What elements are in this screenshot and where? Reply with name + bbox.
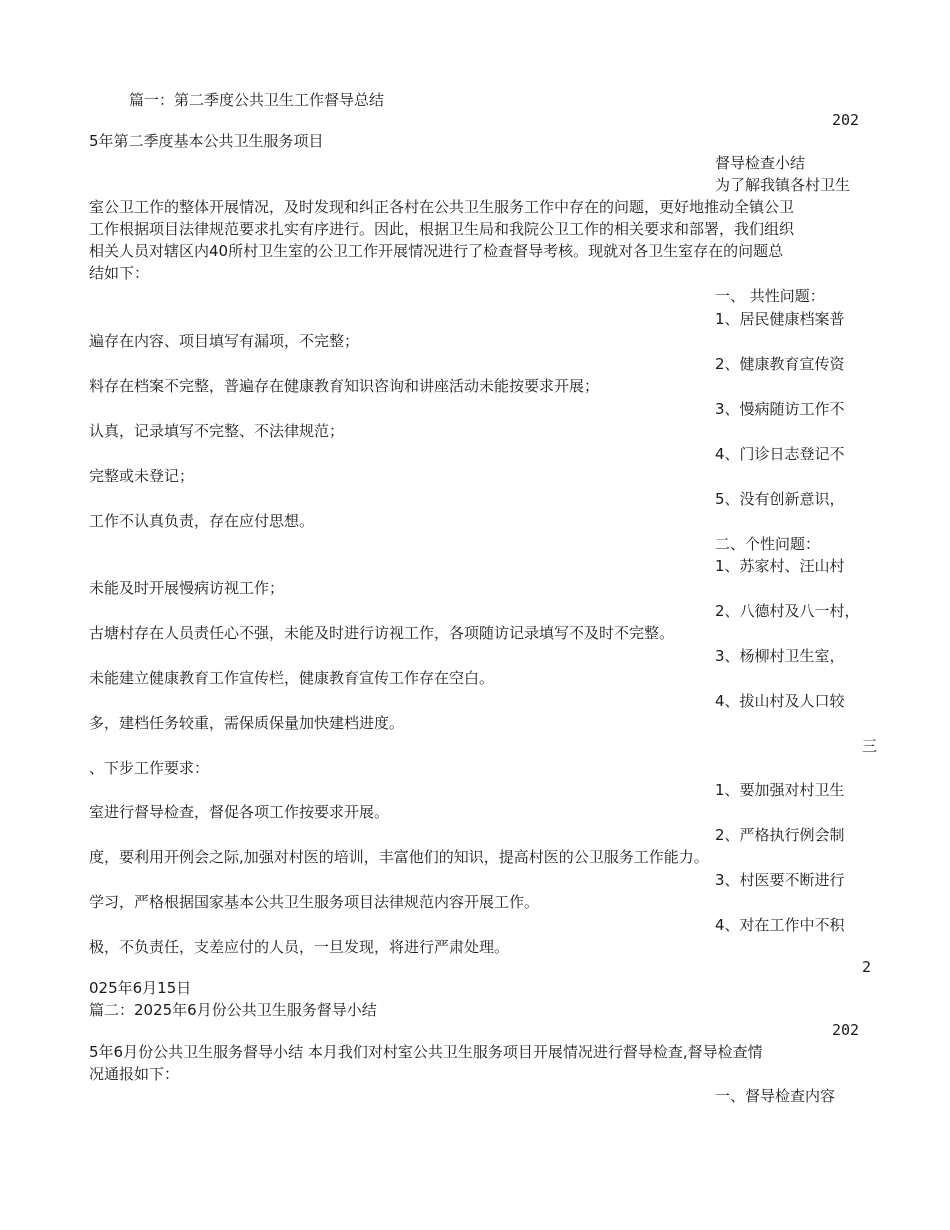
common-issue-4-rest: 完整或未登记； — [89, 467, 195, 485]
section-heading-next-steps: 、下步工作要求： — [89, 759, 210, 777]
common-issue-2-rest: 料存在档案不完整，普遍存在健康教育知识咨询和讲座活动未能按要求开展； — [89, 377, 600, 395]
requirement-1-rest: 室进行督导检查，督促各项工作按要求开展。 — [89, 803, 390, 821]
intro-start: 为了解我镇各村卫生 — [715, 176, 851, 194]
project-line: 5年第二季度基本公共卫生服务项目 — [89, 132, 324, 150]
individual-issue-2-start: 2、八德村及八一村， — [715, 602, 860, 620]
individual-issue-1-rest: 未能及时开展慢病访视工作； — [89, 579, 285, 597]
common-issue-2-start: 2、健康教育宣传资 — [715, 355, 845, 373]
section-heading-individual: 二、个性问题： — [715, 535, 821, 553]
intro-line-1: 室公卫工作的整体开展情况，及时发现和纠正各村在公共卫生服务工作中存在的问题，更好地推动全镇公卫 — [89, 198, 795, 216]
common-issue-3-start: 3、慢病随访工作不 — [715, 400, 845, 418]
requirement-1-start: 1、要加强对村卫生 — [715, 781, 845, 799]
document-title-2: 篇二：2025年6月份公共卫生服务督导小结 — [89, 1001, 377, 1019]
individual-issue-4-rest: 多，建档任务较重，需保质保量加快建档进度。 — [89, 714, 405, 732]
year-fragment-2: 202 — [832, 1021, 860, 1039]
intro-line-4: 结如下： — [89, 264, 150, 282]
requirement-4-start: 4、对在工作中不积 — [715, 916, 845, 934]
common-issue-3-rest: 认真，记录填写不完整、不法律规范； — [89, 422, 345, 440]
requirement-2-start: 2、严格执行例会制 — [715, 826, 845, 844]
requirement-4-rest: 极，不负责任，支差应付的人员，一旦发现，将进行严肃处理。 — [89, 938, 510, 956]
section-heading-common: 一、 共性问题： — [715, 287, 825, 305]
june-summary-line-2: 况通报如下： — [89, 1065, 180, 1083]
document-title-1: 篇一：第二季度公共卫生工作督导总结 — [129, 91, 385, 109]
common-issue-4-start: 4、门诊日志登记不 — [715, 445, 845, 463]
june-section-heading: 一、督导检查内容 — [715, 1087, 836, 1105]
intro-line-2: 工作根据项目法律规范要求扎实有序进行。因此，根据卫生局和我院公卫工作的相关要求和部署，我们组织 — [89, 220, 795, 238]
individual-issue-1-start: 1、苏家村、汪山村 — [715, 557, 845, 575]
requirement-3-start: 3、村医要不断进行 — [715, 871, 845, 889]
individual-issue-3-rest: 未能建立健康教育工作宣传栏，健康教育宣传工作存在空白。 — [89, 669, 495, 687]
common-issue-1-start: 1、居民健康档案普 — [715, 310, 845, 328]
year-fragment: 202 — [832, 111, 860, 129]
report-date: 025年6月15日 — [89, 979, 192, 997]
summary-label: 督导检查小结 — [715, 154, 806, 172]
common-issue-5-rest: 工作不认真负责，存在应付思想。 — [89, 512, 315, 530]
individual-issue-3-start: 3、杨柳村卫生室， — [715, 647, 845, 665]
individual-issue-2-rest: 古塘村存在人员责任心不强，未能及时进行访视工作，各项随访记录填写不及时不完整。 — [89, 624, 675, 642]
common-issue-1-rest: 遍存在内容、项目填写有漏项，不完整； — [89, 332, 360, 350]
date-fragment: 2 — [862, 958, 872, 976]
intro-line-3: 相关人员对辖区内40所村卫生室的公卫工作开展情况进行了检查督导考核。现就对各卫生室存在的问题总 — [89, 242, 784, 260]
requirement-2-rest: 度，要利用开例会之际,加强对村医的培训，丰富他们的知识，提高村医的公卫服务工作能力。 — [89, 848, 709, 866]
june-summary-line: 5年6月份公共卫生服务督导小结 本月我们对村室公共卫生服务项目开展情况进行督导检查,督导检查情 — [89, 1043, 763, 1061]
individual-issue-4-start: 4、拔山村及人口较 — [715, 692, 845, 710]
common-issue-5-start: 5、没有创新意识， — [715, 490, 845, 508]
section-number-three: 三 — [862, 737, 878, 755]
requirement-3-rest: 学习，严格根据国家基本公共卫生服务项目法律规范内容开展工作。 — [89, 893, 540, 911]
